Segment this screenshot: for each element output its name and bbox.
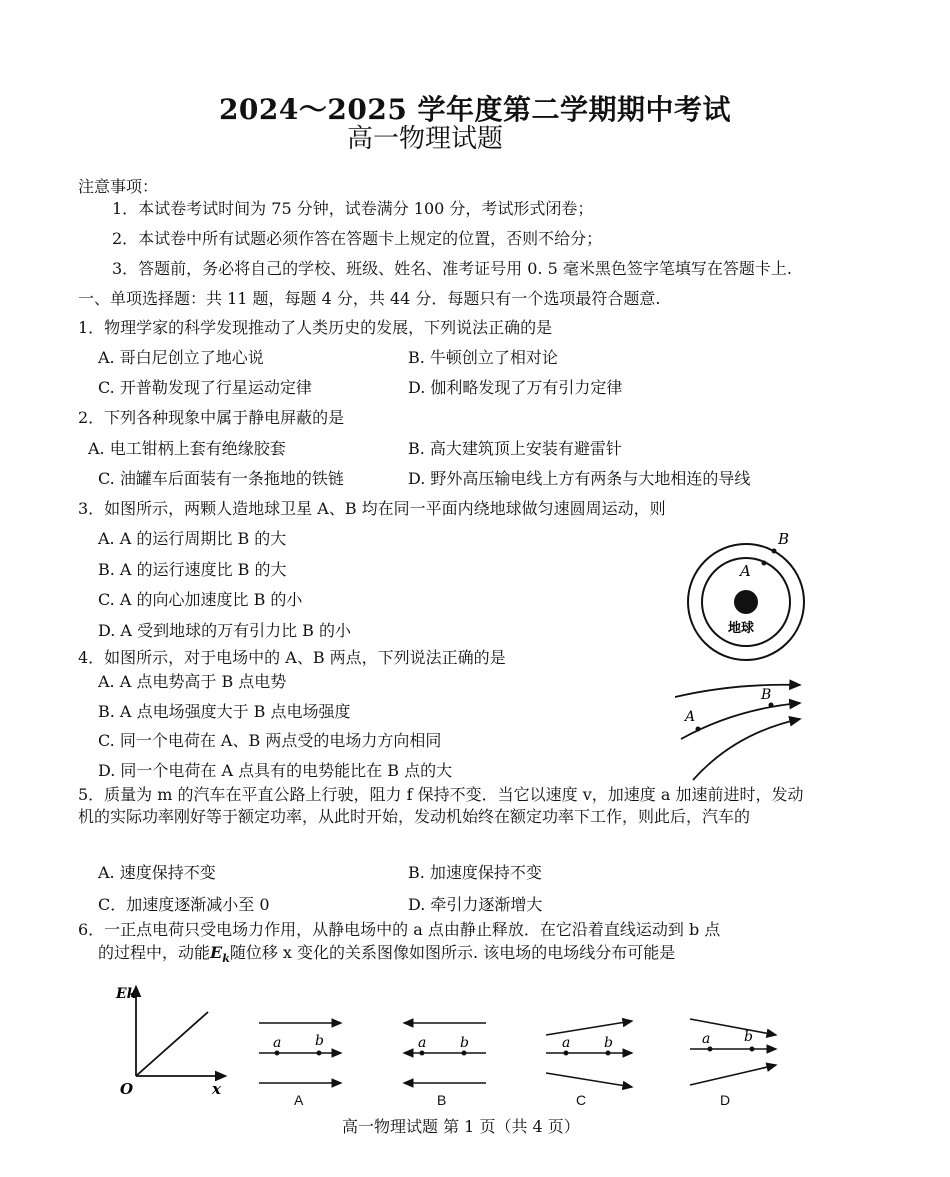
svg-text:a: a bbox=[562, 1035, 571, 1051]
earth-label: 地球 bbox=[728, 621, 755, 636]
svg-text:a: a bbox=[418, 1035, 427, 1051]
point-b bbox=[769, 703, 774, 708]
question-1-option-a: A. 哥白尼创立了地心说 bbox=[98, 348, 264, 367]
question-6-stem-post: 随位移 x 变化的关系图像如图所示. 该电场的电场线分布可能是 bbox=[229, 943, 676, 962]
point-a-label: A bbox=[685, 709, 696, 725]
question-1-option-d: D. 伽利略发现了万有引力定律 bbox=[408, 378, 623, 397]
point-b-label: B bbox=[761, 687, 772, 703]
svg-text:b: b bbox=[315, 1033, 324, 1049]
question-1-option-c: C. 开普勒发现了行星运动定律 bbox=[98, 378, 312, 397]
field-line-1 bbox=[675, 685, 800, 697]
question-3-option-b: B. A 的运行速度比 B 的大 bbox=[98, 560, 287, 579]
question-2-option-d: D. 野外高压输电线上方有两条与大地相连的导线 bbox=[408, 469, 751, 488]
notice-item-3: 3．答题前，务必将自己的学校、班级、姓名、准考证号用 0. 5 毫米黑色签字笔填写在答题卡上. bbox=[112, 259, 792, 278]
question-3-option-d: D. A 受到地球的万有引力比 B 的小 bbox=[98, 621, 352, 640]
satellite-b-label: B bbox=[778, 530, 790, 548]
page-footer: 高一物理试题 第 1 页（共 4 页） bbox=[342, 1117, 580, 1136]
option-a-label: A bbox=[294, 1092, 304, 1108]
svg-text:b: b bbox=[604, 1035, 613, 1051]
x-axis-label: x bbox=[212, 1080, 221, 1098]
question-3-option-c: C. A 的向心加速度比 B 的小 bbox=[98, 590, 303, 609]
ek-symbol: $E_k$ bbox=[210, 943, 230, 966]
svg-text:b: b bbox=[460, 1035, 469, 1051]
option-a-field bbox=[253, 1015, 348, 1090]
question-4-option-b: B. A 点电场强度大于 B 点电场强度 bbox=[98, 702, 351, 721]
option-d-label: D bbox=[720, 1092, 731, 1108]
notice-item-2: 2．本试卷中所有试题必须作答在答题卡上规定的位置，否则不给分； bbox=[112, 229, 603, 248]
question-6-stem-line1: 6．一正点电荷只受电场力作用，从静电场中的 a 点由静止释放．在它沿着直线运动到 b 点 bbox=[78, 920, 721, 939]
point-a bbox=[696, 727, 701, 732]
section-heading: 一、单项选择题：共 11 题，每题 4 分，共 44 分．每题只有一个选项最符合题意. bbox=[78, 289, 661, 308]
ek-x-graph bbox=[110, 980, 235, 1100]
question-1-stem: 1．物理学家的科学发现推动了人类历史的发展，下列说法正确的是 bbox=[78, 318, 553, 337]
satellite-a-label: A bbox=[740, 562, 751, 580]
question-4-stem: 4．如图所示，对于电场中的 A、B 两点，下列说法正确的是 bbox=[78, 648, 506, 667]
question-2-option-a: A. 电工钳柄上套有绝缘胶套 bbox=[88, 439, 286, 458]
question-2-stem: 2．下列各种现象中属于静电屏蔽的是 bbox=[78, 408, 345, 427]
question-3-option-a: A. A 的运行周期比 B 的大 bbox=[98, 529, 287, 548]
y-axis-label: Ek bbox=[116, 986, 137, 1002]
question-6-stem-line2 bbox=[98, 943, 675, 969]
exam-title: 2024～2025 学年度第二学期期中考试 bbox=[218, 93, 732, 126]
earth bbox=[734, 590, 758, 614]
question-5-option-a: A. 速度保持不变 bbox=[98, 863, 216, 882]
ek-line bbox=[136, 1012, 208, 1076]
question-3-stem: 3．如图所示，两颗人造地球卫星 A、B 均在同一平面内绕地球做匀速圆周运动，则 bbox=[78, 499, 666, 518]
option-b-field bbox=[398, 1015, 493, 1090]
question-2-option-c: C. 油罐车后面装有一条拖地的铁链 bbox=[98, 469, 344, 488]
notice-item-1: 1．本试卷考试时间为 75 分钟，试卷满分 100 分，考试形式闭卷； bbox=[112, 199, 594, 218]
question-2-option-b: B. 高大建筑顶上安装有避雷针 bbox=[408, 439, 622, 458]
option-c-field bbox=[540, 1015, 640, 1090]
svg-text:a: a bbox=[702, 1031, 711, 1047]
satellite-b bbox=[772, 549, 777, 554]
field-lines-figure bbox=[665, 675, 810, 785]
question-5-option-b: B. 加速度保持不变 bbox=[408, 863, 542, 882]
question-5-option-c: C．加速度逐渐减小至 0 bbox=[98, 895, 270, 914]
question-4-option-c: C. 同一个电荷在 A、B 两点受的电场力方向相同 bbox=[98, 731, 442, 750]
question-4-option-a: A. A 点电势高于 B 点电势 bbox=[98, 672, 287, 691]
svg-text:a: a bbox=[273, 1035, 282, 1051]
question-5-stem: 5．质量为 m 的汽车在平直公路上行驶，阻力 f 保持不变．当它以速度 v，加速度 a 加速前进时，发动机的实际功率刚好等于额定功率，从此时开始，发动机始终在额定功率下工作，则此后，汽车的 bbox=[78, 785, 804, 826]
question-5-option-d: D. 牵引力逐渐增大 bbox=[408, 895, 543, 914]
notice-heading: 注意事项： bbox=[78, 177, 159, 196]
satellite-orbit-figure bbox=[680, 526, 820, 666]
option-b-label: B bbox=[437, 1092, 447, 1108]
field-line-3 bbox=[693, 719, 800, 780]
option-d-field bbox=[684, 1015, 784, 1090]
satellite-a bbox=[762, 561, 767, 566]
option-c-label: C bbox=[576, 1092, 587, 1108]
exam-subtitle: 高一物理试题 bbox=[346, 124, 503, 154]
origin-label: O bbox=[120, 1080, 134, 1098]
field-line-2 bbox=[681, 703, 800, 739]
question-1-option-b: B. 牛顿创立了相对论 bbox=[408, 348, 558, 367]
svg-text:b: b bbox=[744, 1029, 753, 1045]
question-4-option-d: D. 同一个电荷在 A 点具有的电势能比在 B 点的大 bbox=[98, 761, 453, 780]
question-6-stem-pre: 的过程中，动能 bbox=[98, 943, 211, 962]
